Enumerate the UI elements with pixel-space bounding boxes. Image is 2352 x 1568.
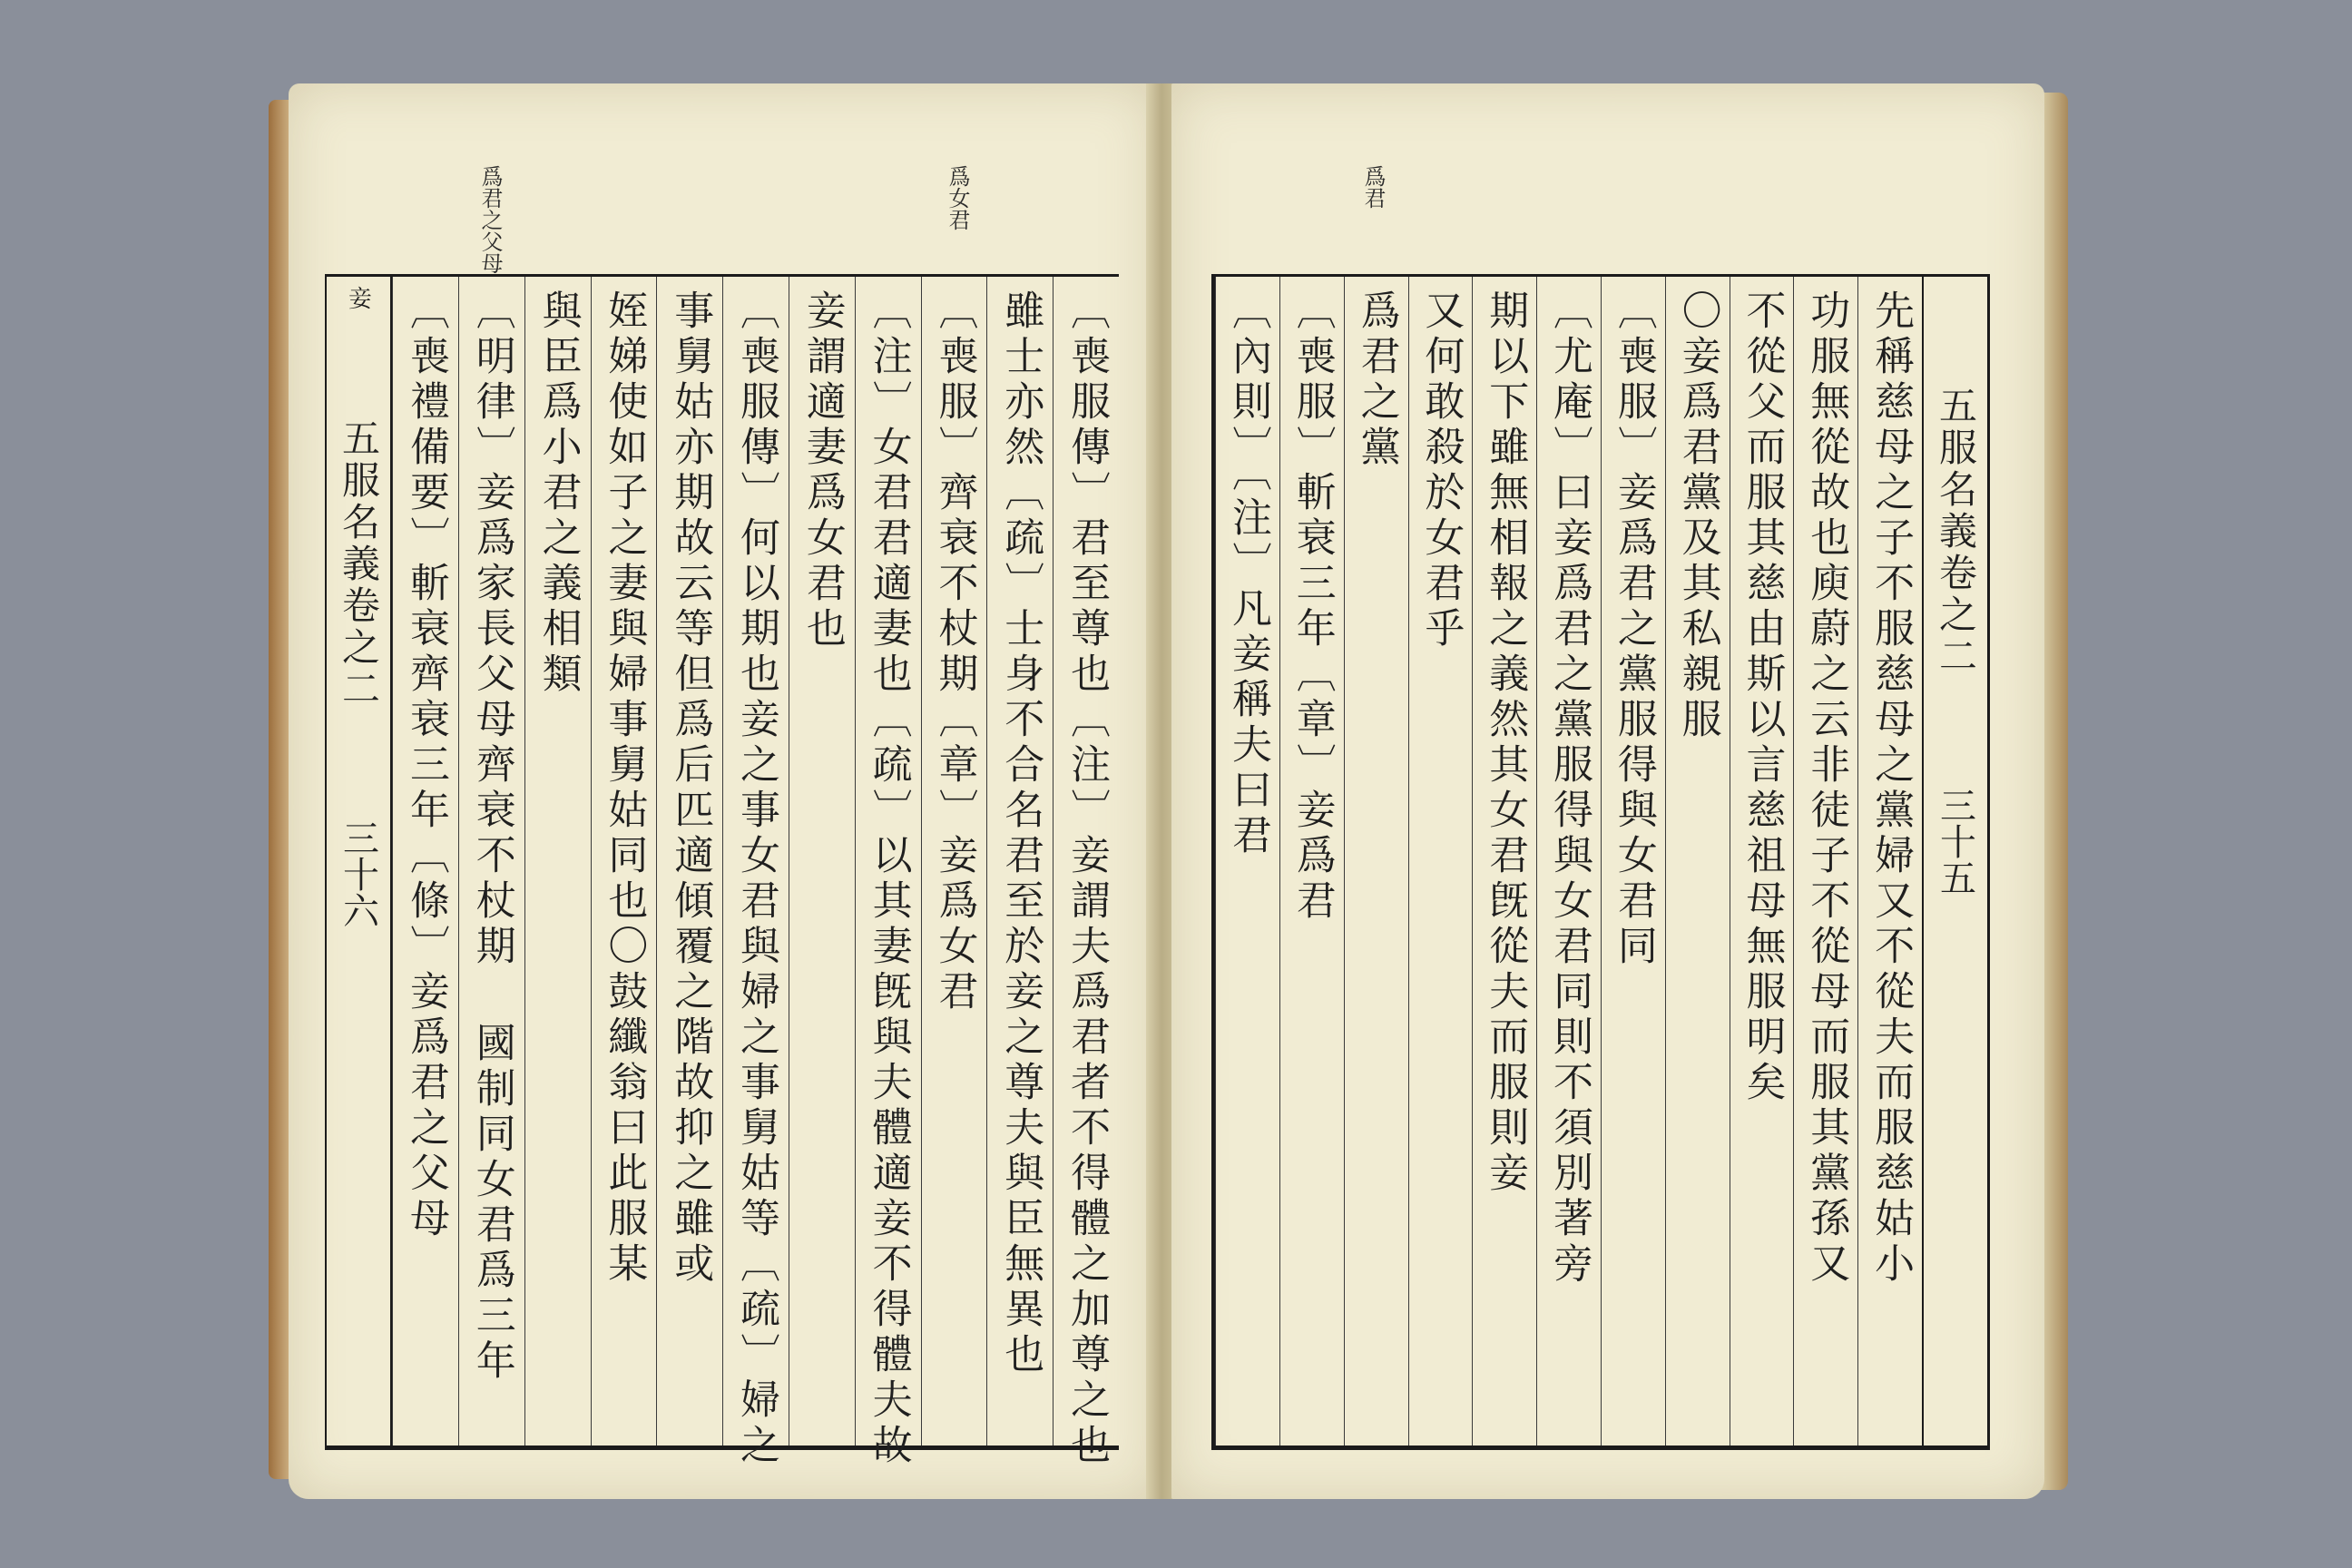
margin-strip — [1922, 277, 1987, 1446]
column-text: 〔尤庵〕曰妾爲君之黨服得與女君同則不須別著旁 — [1546, 289, 1593, 1288]
margin-strip — [327, 277, 392, 1446]
text-columns — [392, 277, 1119, 1469]
book-edge-right — [2041, 93, 2068, 1490]
text-column — [1536, 277, 1601, 1446]
text-column — [789, 277, 855, 1446]
column-text: 〔喪服〕妾爲君之黨服得與女君同 — [1610, 289, 1657, 970]
column-text: 〔喪服〕齊衰不杖期〔章〕妾爲女君 — [931, 289, 978, 1015]
left-page — [289, 83, 1155, 1499]
column-text: 〔明律〕妾爲家長父母齊衰不杖期 國制同女君爲三年 — [468, 289, 515, 1385]
column-text: 期以下雖無相報之義然其女君旣從夫而服則妾 — [1482, 289, 1529, 1197]
text-column — [656, 277, 722, 1446]
text-column — [392, 277, 458, 1446]
text-column — [1279, 277, 1344, 1446]
text-frame — [1211, 274, 1990, 1450]
text-column — [1215, 277, 1279, 1446]
column-text: 〔喪服傳〕何以期也妾之事女君與婦之事舅姑等〔疏〕婦之 — [733, 289, 780, 1469]
text-column — [458, 277, 524, 1446]
column-text: 不從父而服其慈由斯以言慈祖母無服明矣 — [1739, 289, 1786, 1106]
headnote: 爲君 — [1360, 165, 1386, 209]
text-column — [1053, 277, 1119, 1469]
headnote: 爲君之父母 — [477, 165, 503, 274]
text-column — [1344, 277, 1408, 1446]
column-text: 事舅姑亦期故云等但爲后匹適傾覆之階故抑之雖或 — [667, 289, 714, 1288]
column-text: 〔喪服〕斬衰三年〔章〕妾爲君 — [1289, 289, 1336, 925]
right-page — [1171, 83, 2044, 1499]
page-number: 三十六 — [337, 819, 379, 928]
margin-title: 五服名義卷之二 — [337, 418, 381, 710]
page-number: 三十五 — [1934, 787, 1976, 896]
text-frame — [325, 274, 1119, 1469]
text-column — [1857, 277, 1922, 1446]
column-text: 妾謂適妻爲女君也 — [799, 289, 846, 652]
text-column — [986, 277, 1053, 1446]
text-columns — [1215, 277, 1922, 1446]
column-text: 〔注〕女君君適妻也〔疏〕以其妻旣與夫體適妾不得體夫故 — [865, 289, 912, 1469]
text-column — [855, 277, 921, 1469]
column-text: 〔喪服傳〕君至尊也〔注〕妾謂夫爲君者不得體之加尊之也 — [1063, 289, 1111, 1469]
column-text: 〔喪禮備要〕斬衰齊衰三年〔條〕妾爲君之父母 — [402, 289, 449, 1242]
margin-top-label: 妾 — [344, 286, 372, 309]
text-column — [921, 277, 987, 1446]
open-book — [289, 83, 2044, 1499]
text-column — [722, 277, 789, 1469]
column-text: 〔內則〕〔注〕凡妾稱夫曰君 — [1224, 289, 1271, 859]
column-text: 先稱慈母之子不服慈母之黨婦又不從夫而服慈姑小 — [1867, 289, 1915, 1288]
column-text: 又何敢殺於女君乎 — [1417, 289, 1465, 652]
column-text: 姪娣使如子之妻與婦事舅姑同也〇鼓纖翁曰此服某 — [601, 289, 648, 1288]
text-column — [591, 277, 657, 1446]
text-column — [524, 277, 591, 1446]
column-text: 爲君之黨 — [1353, 289, 1400, 471]
margin-title: 五服名義卷之二 — [1934, 386, 1978, 678]
text-column — [1793, 277, 1857, 1446]
column-text: 與臣爲小君之義相類 — [534, 289, 582, 698]
column-text: 雖士亦然〔疏〕士身不合名君至於妾之尊夫與臣無異也 — [997, 289, 1044, 1378]
column-text: 〇妾爲君黨及其私親服 — [1674, 289, 1721, 743]
headnote: 爲女君 — [945, 165, 970, 230]
text-column — [1472, 277, 1536, 1446]
text-column — [1601, 277, 1665, 1446]
text-column — [1730, 277, 1794, 1446]
text-column — [1665, 277, 1730, 1446]
text-column — [1408, 277, 1473, 1446]
column-text: 功服無從故也庾蔚之云非徒子不從母而服其黨孫又 — [1803, 289, 1850, 1288]
